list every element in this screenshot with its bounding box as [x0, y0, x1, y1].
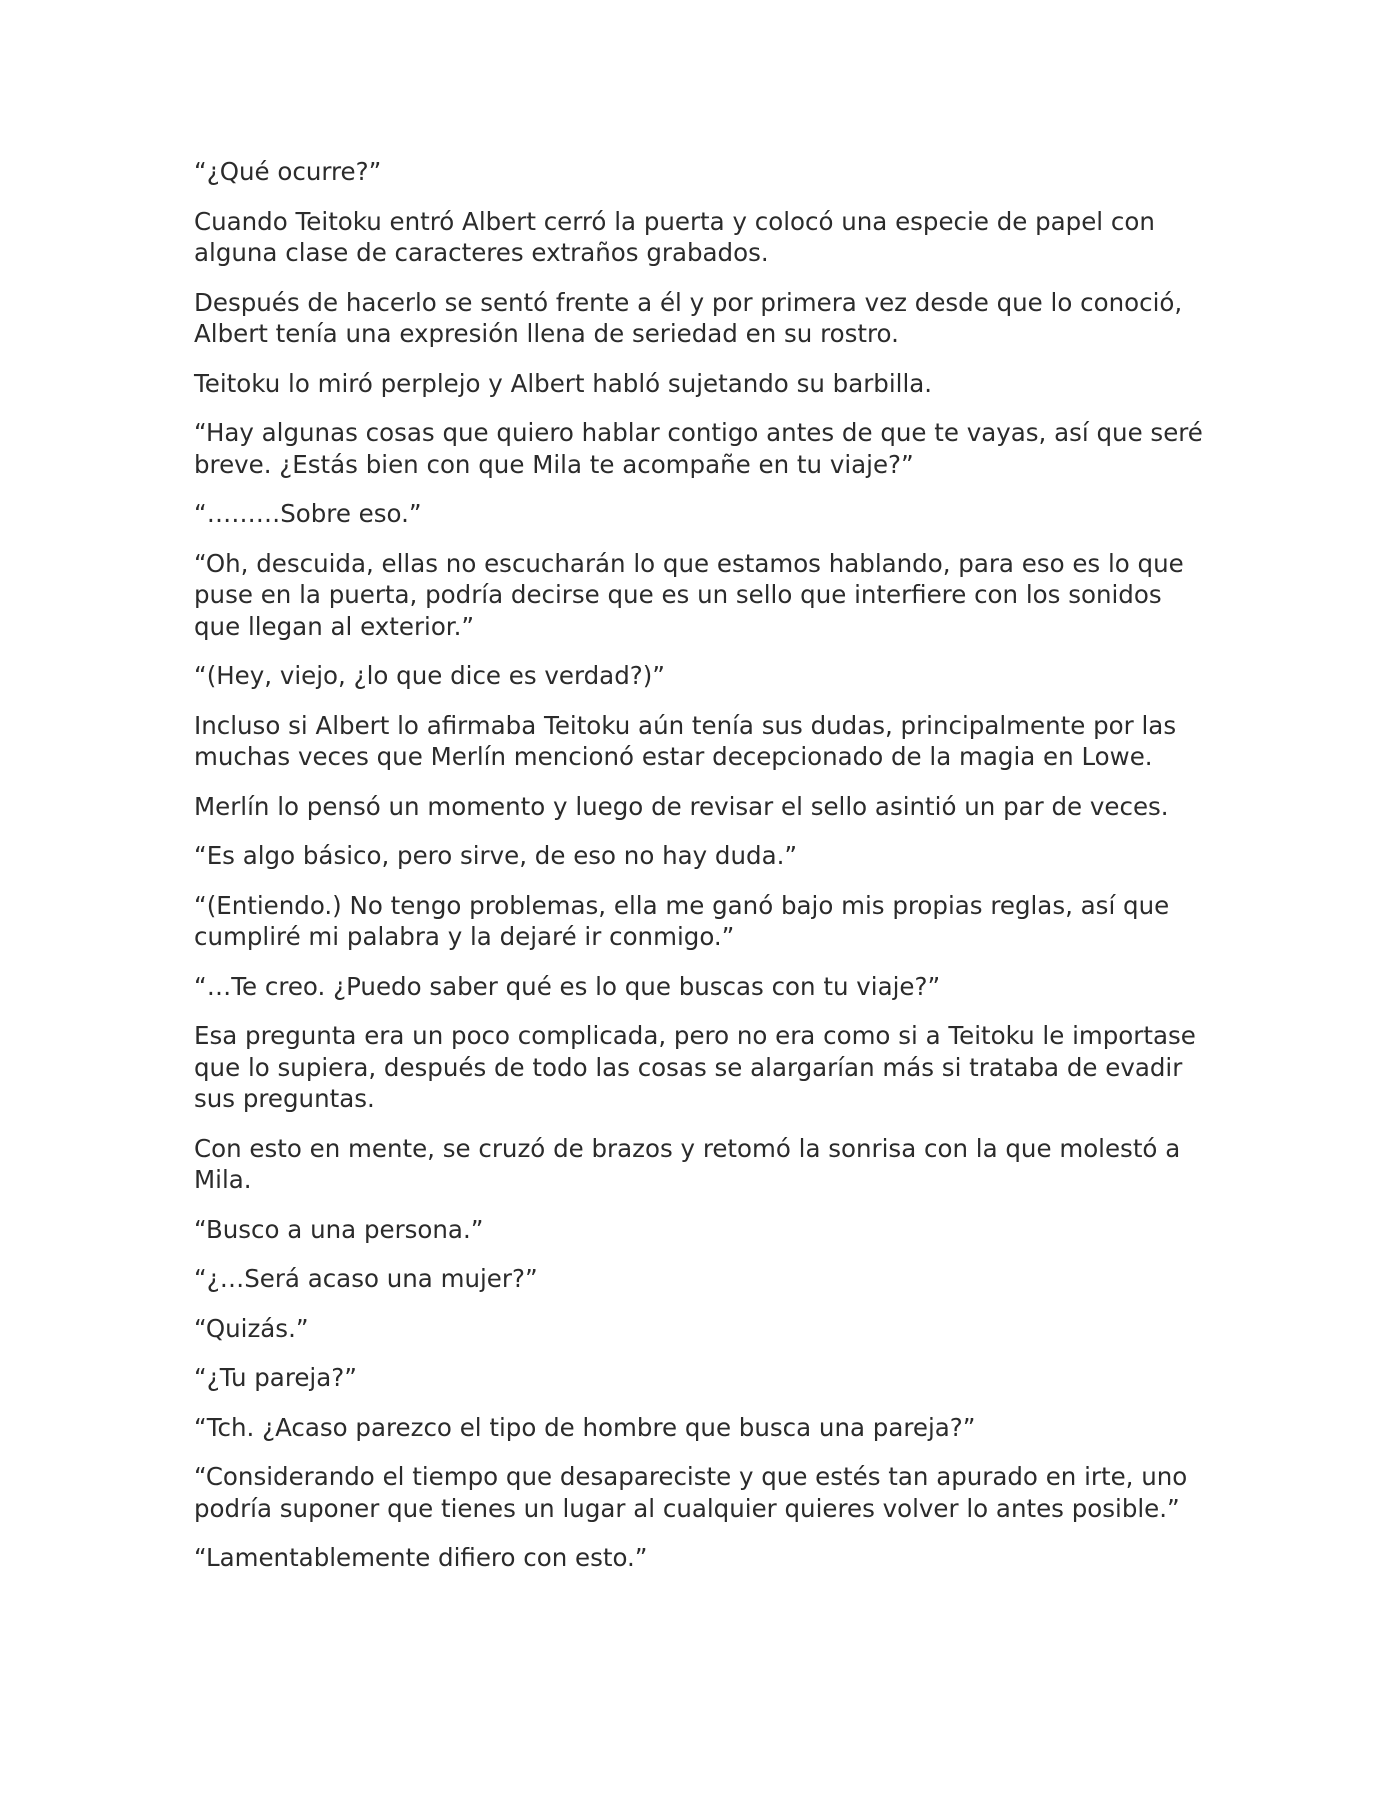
paragraph-19: “¿Tu pareja?” [194, 1363, 357, 1392]
paragraph-8: “(Hey, viejo, ¿lo que dice es verdad?)” [194, 661, 666, 690]
document-body [194, 156, 1214, 1592]
paragraph-13: “…Te creo. ¿Puedo saber qué es lo que buscas con tu viaje?” [194, 971, 941, 1001]
paragraph-1: “¿Qué ocurre?” [194, 157, 382, 186]
paragraph-20: “Tch. ¿Acaso parezco el tipo de hombre que busca una pareja?” [194, 1412, 976, 1442]
paragraph-22: “Lamentablemente difiero con esto.” [194, 1543, 648, 1572]
paragraph-11: “Es algo básico, pero sirve, de eso no hay duda.” [194, 841, 798, 870]
paragraph-17: “¿…Será acaso una mujer?” [194, 1264, 538, 1293]
paragraph-3: Después de hacerlo se sentó frente a él y por primera vez desde que lo conoció, Albert tenía una expresión llena de seriedad en su rostro. [194, 287, 1183, 348]
paragraph-12: “(Entiendo.) No tengo problemas, ella me ganó bajo mis propias reglas, así que cumpliré mi palabra y la dejaré ir conmigo.” [194, 890, 1170, 951]
paragraph-4: Teitoku lo miró perplejo y Albert habló sujetando su barbilla. [194, 368, 933, 398]
paragraph-15: Con esto en mente, se cruzó de brazos y retomó la sonrisa con la que molestó a Mila. [194, 1133, 1181, 1194]
paragraph-18: “Quizás.” [194, 1313, 309, 1343]
paragraph-5: “Hay algunas cosas que quiero hablar contigo antes de que te vayas, así que seré breve. ¿Estás bien con que Mila te acompañe en tu viaje?” [194, 418, 1203, 479]
paragraph-9: Incluso si Albert lo afirmaba Teitoku aún tenía sus dudas, principalmente por las muchas veces que Merlín mencionó estar decepcionado de la magia en Lowe. [194, 710, 1177, 771]
paragraph-14: Esa pregunta era un poco complicada, pero no era como si a Teitoku le importase que lo supiera, después de todo las cosas se alargarían más si trataba de evadir sus preguntas. [194, 1021, 1196, 1113]
paragraph-7: “Oh, descuida, ellas no escucharán lo que estamos hablando, para eso es lo que puse en la puerta, podría decirse que es un sello que interfiere con los sonidos que llegan al exterior.” [194, 548, 1184, 641]
paragraph-16: “Busco a una persona.” [194, 1214, 484, 1244]
paragraph-10: Merlín lo pensó un momento y luego de revisar el sello asintió un par de veces. [194, 791, 1169, 821]
paragraph-2: Cuando Teitoku entró Albert cerró la puerta y colocó una especie de papel con alguna clase de caracteres extraños grabados. [194, 206, 1155, 267]
paragraph-21: “Considerando el tiempo que desapareciste y que estés tan apurado en irte, uno podría suponer que tienes un lugar al cualquier quieres volver lo antes posible.” [194, 1462, 1188, 1523]
paragraph-6: “………Sobre eso.” [194, 499, 422, 528]
